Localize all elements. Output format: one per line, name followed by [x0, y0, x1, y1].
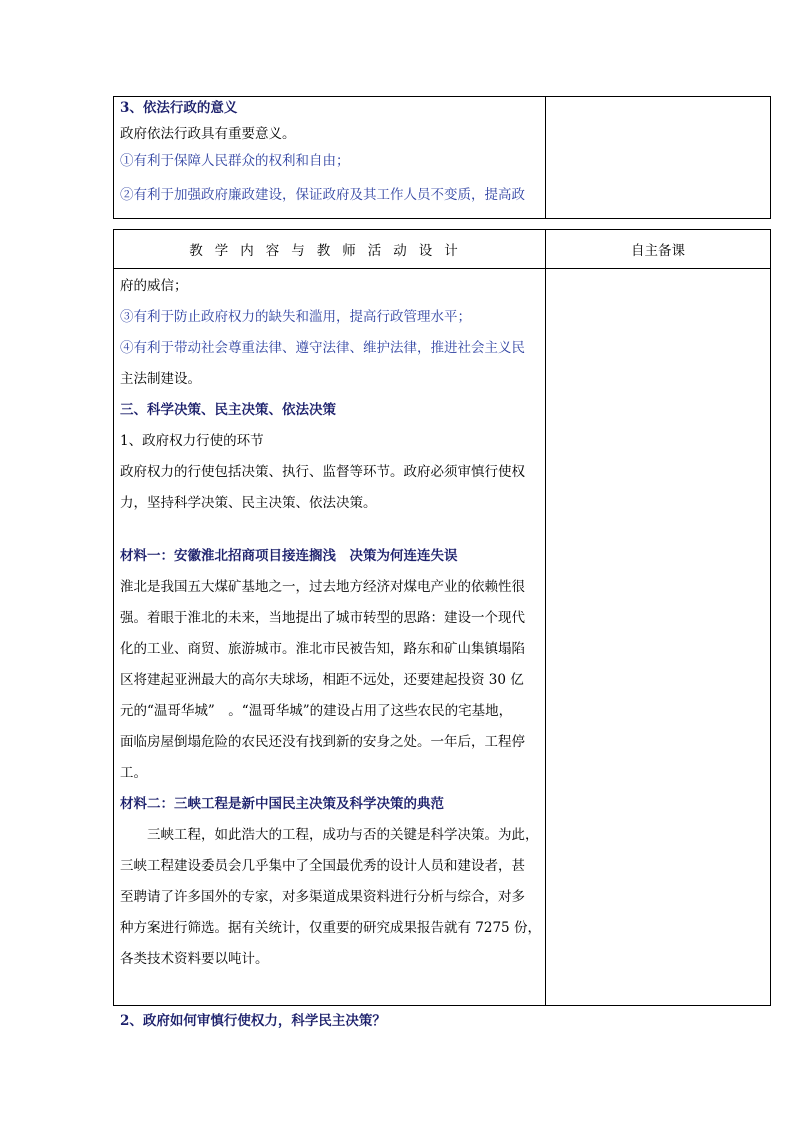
content-column	[120, 97, 540, 218]
material-one-line: 工。	[120, 765, 147, 781]
notes-column	[545, 97, 546, 218]
material-one-line: 区将建起亚洲最大的高尔夫球场，相距不远处，还要建起投资 30 亿	[120, 672, 524, 688]
material-one-line: 面临房屋倒塌危险的农民还没有找到新的安身之处。一年后，工程停	[120, 734, 525, 750]
material-two-line: 三峡工程，如此浩大的工程，成功与否的关键是科学决策。为此，	[120, 827, 539, 843]
table-header	[114, 230, 770, 269]
list-item-continued: 主法制建设。	[120, 371, 201, 387]
section-title: 三、科学决策、民主决策、依法决策	[120, 402, 336, 418]
material-two-line: 种方案进行筛选。据有关统计，仅重要的研究成果报告就有 7275 份，	[120, 920, 541, 936]
material-one-title: 材料一：安徽淮北招商项目接连搁浅 决策为何连连失误	[120, 548, 458, 564]
material-one-line: 强。着眼于淮北的未来，当地提出了城市转型的思路：建设一个现代	[120, 610, 525, 626]
paragraph-line: 政府权力的行使包括决策、执行、监督等环节。政府必须审慎行使权	[120, 464, 525, 480]
material-two-title: 材料二：三峡工程是新中国民主决策及科学决策的典范	[120, 796, 444, 812]
material-one-line: 淮北是我国五大煤矿基地之一，过去地方经济对煤电产业的依赖性很	[120, 579, 525, 595]
notes-column	[545, 230, 546, 1005]
material-one-line: 元的“温哥华城” 。“温哥华城”的建设占用了这些农民的宅基地，	[120, 703, 513, 719]
section-heading: 3、依法行政的意义	[120, 100, 238, 116]
paragraph-line: 力，坚持科学决策、民主决策、依法决策。	[120, 495, 377, 511]
question-heading: 2、政府如何审慎行使权力，科学民主决策？	[120, 1013, 386, 1029]
header-left: 教学内容与教师活动设计	[189, 243, 470, 259]
list-item: ①有利于保障人民群众的权利和自由；	[120, 153, 350, 169]
list-item: ③有利于防止政府权力的缺失和滥用，提高行政管理水平；	[120, 309, 471, 325]
list-item-continued: 府的威信；	[120, 278, 188, 294]
intro-text: 政府依法行政具有重要意义。	[120, 126, 296, 142]
list-item: ④有利于带动社会尊重法律、遵守法律、维护法律，推进社会主义民	[120, 340, 525, 356]
header-right: 自主备课	[631, 243, 685, 259]
table-continuation	[113, 96, 771, 219]
material-two-line: 三峡工程建设委员会几乎集中了全国最优秀的设计人员和建设者，甚	[120, 858, 525, 874]
content-column	[120, 269, 541, 1029]
lesson-table	[113, 229, 771, 1029]
material-one-line: 化的工业、商贸、旅游城市。淮北市民被告知，路东和矿山集镇塌陷	[120, 641, 525, 657]
list-item: ②有利于加强政府廉政建设，保证政府及其工作人员不变质，提高政	[120, 187, 525, 203]
subheading: 1、政府权力行使的环节	[120, 433, 264, 449]
material-two-line: 至聘请了许多国外的专家，对多渠道成果资料进行分析与综合，对多	[120, 889, 525, 905]
material-two-line: 各类技术资料要以吨计。	[120, 951, 269, 967]
